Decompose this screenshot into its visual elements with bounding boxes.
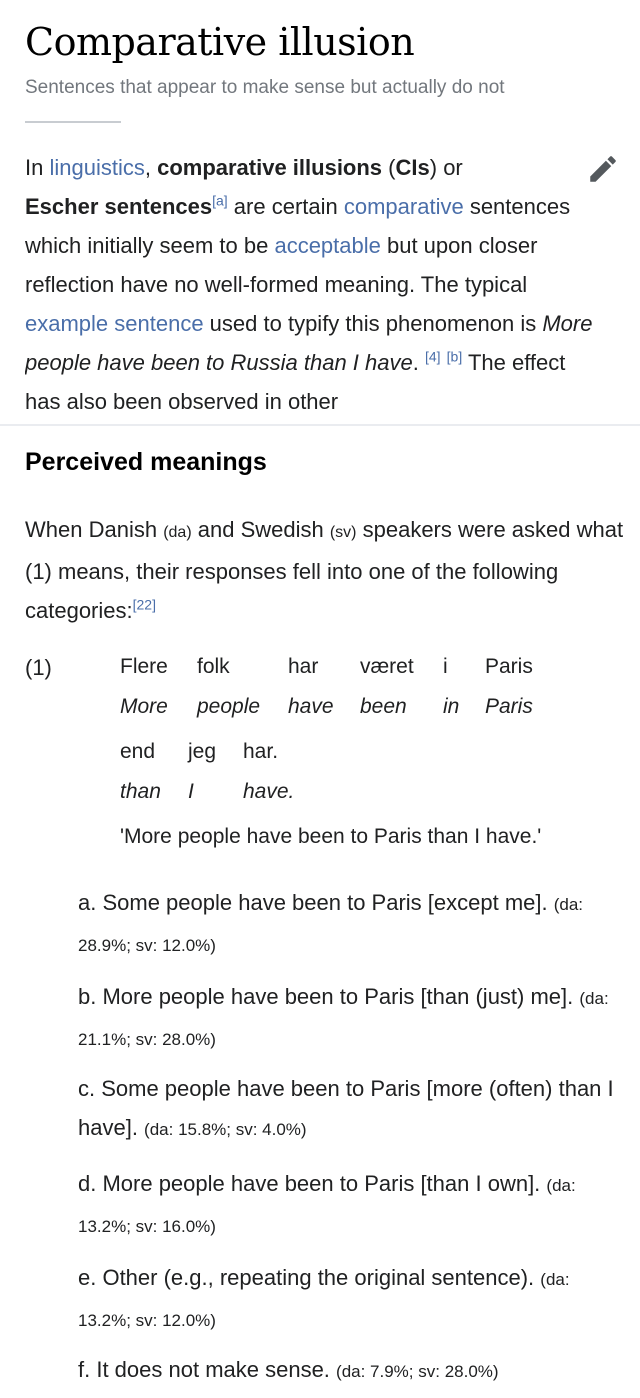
gloss-word: have. xyxy=(243,780,295,803)
link-linguistics[interactable]: linguistics xyxy=(49,155,145,180)
gloss-word: Flere xyxy=(120,655,168,678)
text: used to typify this phenomenon is xyxy=(203,311,543,336)
example-translation: 'More people have been to Paris than I have.' xyxy=(120,825,542,848)
gloss-word: have xyxy=(288,695,334,718)
text: , xyxy=(144,155,158,180)
response-item-c xyxy=(78,1069,623,1149)
term-escher-sentences: Escher sentences xyxy=(25,194,213,219)
response-stats: (da: 7.9%; sv: 28.0%) xyxy=(336,1362,499,1381)
example-sentence: More people have been to Russia than I have xyxy=(25,311,593,375)
page-subtitle: Sentences that appear to make sense but actually do not xyxy=(25,77,505,98)
text: sentences which initially seem to be xyxy=(25,194,571,258)
response-text: a. Some people have been to Paris [except me]. xyxy=(78,890,554,915)
text: When Danish xyxy=(25,517,164,542)
gloss-word: folk xyxy=(197,655,230,678)
gloss-word: har xyxy=(288,655,319,678)
response-stats: (da: 28.9%; sv: 12.0%) xyxy=(78,895,584,955)
response-item-d xyxy=(78,1164,623,1246)
link-comparative[interactable]: comparative xyxy=(343,194,464,219)
footnote-a[interactable]: [a] xyxy=(212,192,228,209)
response-stats: (da: 13.2%; sv: 12.0%) xyxy=(78,1270,570,1330)
response-text: b. More people have been to Paris [than (just) me]. xyxy=(78,984,580,1009)
gloss-word: end xyxy=(120,740,156,763)
response-text: c. Some people have been to Paris [more (often) than I have]. xyxy=(78,1076,614,1140)
lang-code-sv: (sv) xyxy=(329,524,357,541)
footnote-b[interactable]: [b] xyxy=(446,348,463,365)
reference-22[interactable]: [22] xyxy=(132,596,156,613)
gloss-word: I xyxy=(188,780,194,803)
text: The effect has also been observed in other xyxy=(25,350,566,414)
gloss-word: været xyxy=(360,655,414,678)
term-comparative-illusions: comparative illusions xyxy=(157,155,383,180)
lead-paragraph xyxy=(25,148,595,420)
response-text: d. More people have been to Paris [than I own]. xyxy=(78,1171,547,1196)
gloss-word: Paris xyxy=(485,655,533,678)
page-title: Comparative illusion xyxy=(25,20,415,64)
gloss-word: in xyxy=(443,695,460,718)
link-acceptable[interactable]: acceptable xyxy=(274,233,381,258)
text: In xyxy=(25,155,50,180)
gloss-word: Paris xyxy=(485,695,533,718)
text: speakers were asked what (1) means, their responses fell into one of the following categories: xyxy=(25,517,624,623)
response-item-b xyxy=(78,977,623,1059)
gloss-word: More xyxy=(120,695,168,718)
reference-4[interactable]: [4] xyxy=(424,348,441,365)
section-divider xyxy=(0,424,640,426)
response-stats: (da: 13.2%; sv: 16.0%) xyxy=(78,1176,576,1236)
lang-code-da: (da) xyxy=(163,524,192,541)
section-heading: Perceived meanings xyxy=(25,448,267,476)
example-number: (1) xyxy=(25,655,52,680)
gloss-word: jeg xyxy=(188,740,217,763)
text: are certain xyxy=(227,194,344,219)
response-stats: (da: 15.8%; sv: 4.0%) xyxy=(144,1120,307,1139)
gloss-word: been xyxy=(360,695,407,718)
gloss-word: i xyxy=(443,655,448,678)
text: and Swedish xyxy=(191,517,330,542)
gloss-word: than xyxy=(120,780,161,803)
text: ) or xyxy=(429,155,463,180)
term-cis: CIs xyxy=(395,155,430,180)
section-paragraph xyxy=(25,510,625,630)
text: ( xyxy=(382,155,396,180)
title-divider xyxy=(25,121,121,123)
response-text: e. Other (e.g., repeating the original sentence). xyxy=(78,1265,541,1290)
response-item-a xyxy=(78,883,623,965)
response-stats: (da: 21.1%; sv: 28.0%) xyxy=(78,989,609,1049)
link-example-sentence[interactable]: example sentence xyxy=(25,311,204,336)
text: but upon closer reflection have no well-formed meaning. The typical xyxy=(25,233,538,297)
gloss-word: har. xyxy=(243,740,279,763)
response-text: f. It does not make sense. xyxy=(78,1357,337,1382)
gloss-word: people xyxy=(197,695,261,718)
response-item-f xyxy=(78,1350,623,1391)
text: . xyxy=(412,350,425,375)
response-item-e xyxy=(78,1258,623,1340)
